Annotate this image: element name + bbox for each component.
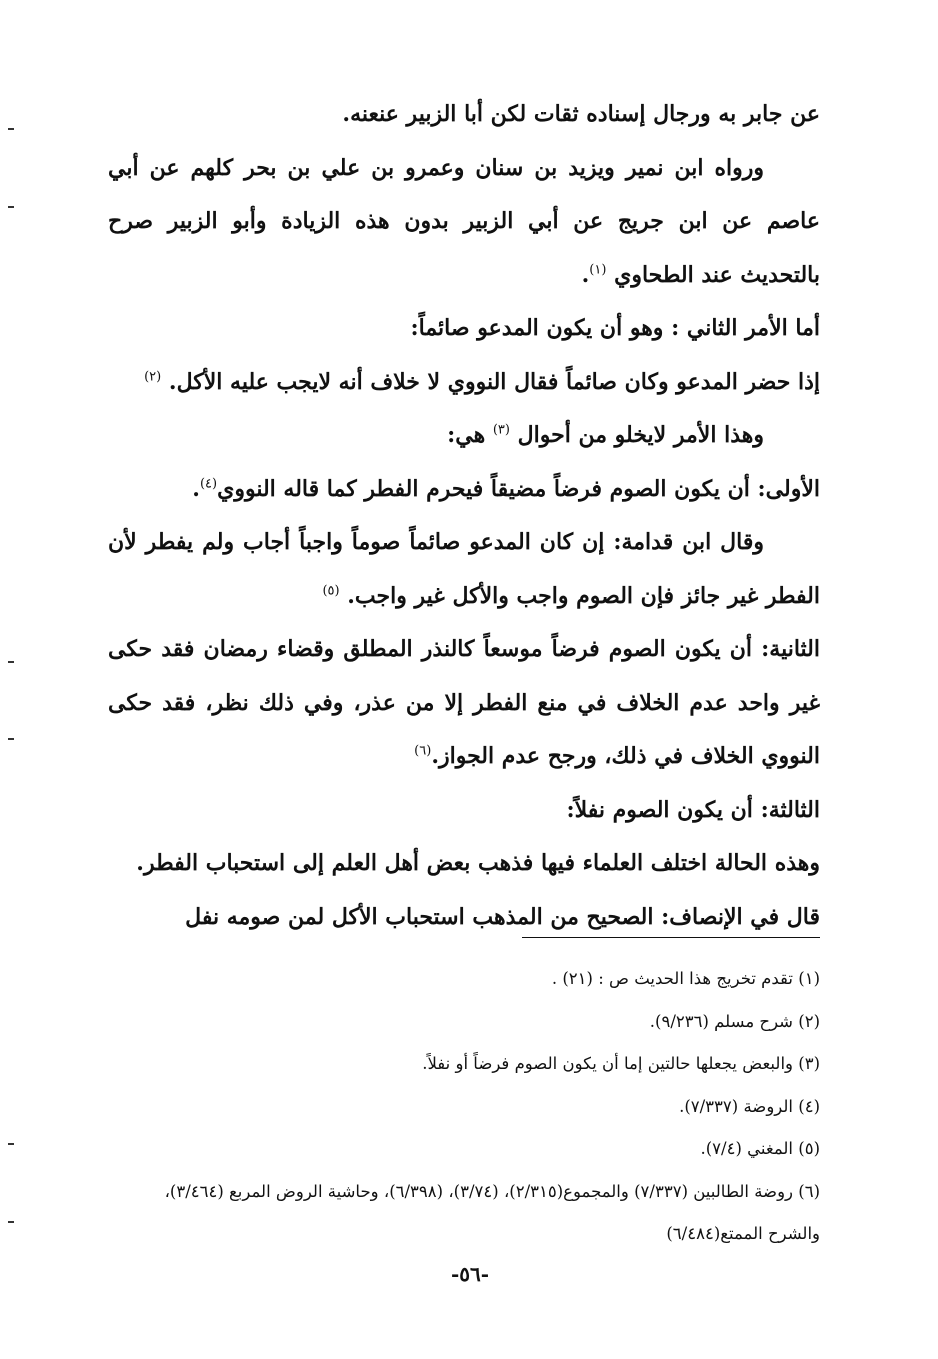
page-number: -٥٦-: [450, 1262, 490, 1286]
case-label: الثانية:: [761, 636, 820, 662]
paragraph-tail: هي:: [447, 422, 493, 448]
scan-margin-mark: [8, 1221, 14, 1223]
section-heading: [108, 302, 820, 356]
paragraph-text: وهذه الحالة اختلف العلماء فيها فذهب بعض أهل العلم إلى استحباب الفطر.: [136, 850, 820, 876]
main-text: [108, 88, 820, 944]
scan-margin-mark: [8, 738, 14, 740]
footnote-ref[interactable]: (٢): [144, 369, 162, 385]
paragraph-tail: .: [192, 475, 200, 502]
paragraph-text: إذا حضر المدعو وكان صائماً فقال النووي لا خلاف أنه لايجب عليه الأكل.: [168, 368, 820, 395]
footnote-ref[interactable]: (٦): [414, 743, 432, 759]
paragraph: [108, 784, 820, 838]
footnote-ref[interactable]: (١): [589, 262, 607, 278]
paragraph: [108, 356, 820, 410]
paragraph-text: أن يكون الصوم فرضاً موسعاً كالنذر المطلق وقضاء رمضان فقد حكى غير واحد عدم الخلاف في منع الفطر إلا من عذر، وفي ذلك نظر، فقد حكى النووي الخلاف في ذلك، ورجح عدم الجواز.: [108, 636, 820, 769]
scan-margin-mark: [8, 206, 14, 208]
paragraph-text: أن يكون الصوم نفلاً:: [566, 796, 761, 823]
footnote: (٦) روضة الطالبين (٧/٣٣٧) والمجموع(٢/٣١٥)، (٣/٧٤)، (٦/٣٩٨)، وحاشية الروض المربع (٣/٤٦٤)، والشرح الممتع(٦/٤٨٤): [164, 1181, 820, 1243]
paragraph-text: قال في الإنصاف: الصحيح من المذهب استحباب الأكل لمن صومه نفل: [185, 903, 820, 930]
paragraph-text: وقال ابن قدامة: إن كان المدعو صائماً صوماً واجباً أجاب ولم يفطر لأن الفطر غير جائز فإن الصوم واجب والأكل غير واجب.: [108, 529, 820, 609]
footnote: (١) تقدم تخريج هذا الحديث ص : (٢١) .: [551, 969, 820, 988]
footnote: (٢) شرح مسلم (٩/٢٣٦).: [649, 1011, 820, 1031]
paragraph-tail: .: [581, 261, 590, 288]
footnote: (٣) والبعض يجعلها حالتين إما أن يكون الصوم فرضاً أو نفلاً.: [422, 1054, 820, 1073]
scan-margin-mark: [8, 661, 14, 663]
footnotes: [108, 958, 820, 1256]
paragraph: [108, 516, 820, 623]
case-label: الثالثة:: [760, 796, 820, 823]
paragraph: [108, 88, 820, 142]
paragraph: [108, 891, 820, 945]
paragraph: [108, 463, 820, 517]
footnote: (٤) الروضة (٧/٣٣٧).: [679, 1096, 820, 1116]
paragraph: [108, 409, 820, 463]
heading-text: أما الأمر الثاني : وهو أن يكون المدعو صائماً:: [410, 315, 820, 341]
footnote-ref[interactable]: (٥): [322, 583, 340, 599]
paragraph: [108, 623, 820, 784]
paragraph: [108, 837, 820, 891]
footnote-ref[interactable]: (٤): [199, 476, 218, 492]
case-label: الأولى:: [757, 475, 820, 502]
paragraph-text: عن جابر به ورجال إسناده ثقات لكن أبا الزبير عنعنه.: [342, 101, 820, 127]
scan-margin-mark: [8, 1143, 14, 1145]
paragraph-text: وهذا الأمر لايخلو من أحوال: [517, 422, 764, 448]
paragraph: [108, 142, 820, 303]
paragraph-text: أن يكون الصوم فرضاً مضيقاً فيحرم الفطر كما قاله النووي: [217, 475, 758, 502]
footnote: (٥) المغني (٧/٤).: [700, 1139, 820, 1158]
footnote-separator: [522, 937, 820, 938]
footnote-ref[interactable]: (٣): [492, 422, 510, 438]
scan-margin-mark: [8, 128, 14, 130]
paragraph-text: ورواه ابن نمير ويزيد بن سنان وعمرو بن علي بن بحر كلهم عن أبي عاصم عن ابن جريج عن أبي الزبير بدون هذه الزيادة وأبو الزبير صرح بالتحديث عند الطحاوي: [108, 154, 820, 288]
